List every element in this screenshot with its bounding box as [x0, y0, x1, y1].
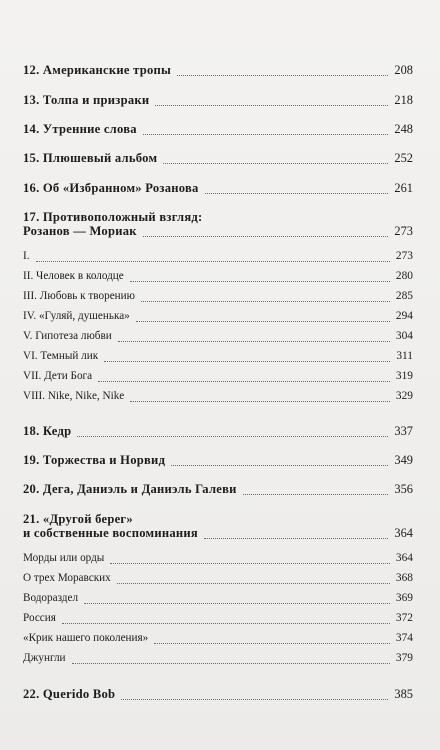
toc-entry-title: 13. Толпа и призраки: [23, 93, 150, 107]
dot-leader: [171, 465, 388, 466]
dot-leader: [104, 361, 390, 362]
dot-leader: [141, 301, 390, 302]
toc-entry: [0, 62, 440, 80]
toc-entry-title: 20. Дега, Даниэль и Даниэль Галеви: [23, 482, 237, 496]
toc-entry-page-number: 337: [394, 424, 413, 438]
dot-leader: [118, 341, 390, 342]
toc-entry-page-number: 311: [396, 350, 413, 362]
dot-leader: [204, 538, 388, 539]
toc-entry-title: 21. «Другой берег»: [23, 512, 133, 526]
toc-entry-title: IV. «Гуляй, душенька»: [23, 310, 130, 322]
toc-entry: [0, 150, 440, 168]
toc-entry-title: 12. Американские тропы: [23, 63, 172, 77]
toc-entry-title: 16. Об «Избранном» Розанова: [23, 181, 199, 195]
toc-entry-page-number: 374: [395, 632, 413, 644]
dot-leader: [62, 623, 390, 624]
toc-entry: [0, 180, 440, 198]
toc-entry-page-number: 252: [394, 151, 413, 165]
dot-leader: [130, 281, 390, 282]
toc-entry: [0, 328, 440, 346]
toc-entry-title: «Крик нашего поколения»: [23, 632, 149, 644]
toc-entry: [0, 525, 440, 543]
toc-entry-page-number: 285: [395, 290, 413, 302]
toc-entry: [0, 348, 440, 366]
toc-entry-title: и собственные воспоминания: [23, 526, 198, 540]
toc-entry-page-number: 385: [394, 687, 413, 701]
toc-entry-title: Морды или орды: [23, 552, 105, 564]
toc-entry-page-number: 273: [395, 250, 413, 262]
toc-entry-title: Россия: [23, 612, 56, 624]
toc-entry: [0, 121, 440, 139]
toc-entry-title: VI. Темный лик: [23, 350, 99, 362]
dot-leader: [72, 663, 390, 664]
toc-entry: [0, 223, 440, 241]
toc-entry-page-number: 261: [394, 181, 413, 195]
dot-leader: [154, 643, 390, 644]
toc-entry-title: 18. Кедр: [23, 424, 72, 438]
dot-leader: [121, 699, 388, 700]
dot-leader: [143, 134, 388, 135]
toc-entry-title: III. Любовь к творению: [23, 290, 135, 302]
toc-entry-title: Розанов — Мориак: [23, 224, 137, 238]
toc-entry: [0, 423, 440, 441]
dot-leader: [84, 603, 390, 604]
toc-entry-page-number: 319: [395, 370, 413, 382]
toc-entry-page-number: 364: [395, 552, 413, 564]
dot-leader: [130, 401, 390, 402]
dot-leader: [136, 321, 390, 322]
dot-leader: [36, 261, 390, 262]
toc-entry-title: Джунгли: [23, 652, 66, 664]
toc-entry-page-number: 349: [394, 453, 413, 467]
toc-entry: [0, 610, 440, 628]
toc-entry-title: I.: [23, 250, 30, 262]
toc-entry: [0, 550, 440, 568]
toc-entry-page-number: 294: [395, 310, 413, 322]
toc-entry: [0, 92, 440, 110]
toc-entry-page-number: 379: [395, 652, 413, 664]
toc-entry-title: V. Гипотеза любви: [23, 330, 112, 342]
toc-entry-page-number: 273: [394, 224, 413, 238]
toc-entry-page-number: 364: [394, 526, 413, 540]
toc-entry-page-number: 369: [395, 592, 413, 604]
toc-entry-title: 17. Противоположный взгляд:: [23, 210, 203, 224]
toc-entry: [0, 288, 440, 306]
dot-leader: [98, 381, 390, 382]
toc-entry-title: 14. Утренние слова: [23, 122, 137, 136]
toc-entry-page-number: 356: [394, 482, 413, 496]
toc-entry-title: 15. Плюшевый альбом: [23, 151, 158, 165]
dot-leader: [177, 75, 388, 76]
toc-entry: [0, 388, 440, 406]
toc-entry-page-number: 218: [394, 93, 413, 107]
toc-entry-page-number: 372: [395, 612, 413, 624]
toc-entry: [0, 248, 440, 266]
toc-entry: [0, 368, 440, 386]
dot-leader: [205, 193, 388, 194]
toc-entry-title: 22. Querido Bob: [23, 687, 116, 701]
toc-entry-page-number: 248: [394, 122, 413, 136]
toc-entry-title: VII. Дети Бога: [23, 370, 93, 382]
toc-entry-title: О трех Моравских: [23, 572, 111, 584]
dot-leader: [143, 236, 388, 237]
toc-entry: [0, 630, 440, 648]
toc-entry-title: II. Человек в колодце: [23, 270, 124, 282]
toc-entry: [0, 268, 440, 286]
dot-leader: [117, 583, 390, 584]
toc-entry-page-number: 280: [395, 270, 413, 282]
toc-entry: [0, 452, 440, 470]
toc-entry-page-number: 368: [395, 572, 413, 584]
dot-leader: [243, 494, 388, 495]
dot-leader: [163, 163, 388, 164]
toc-entry-page-number: 304: [395, 330, 413, 342]
toc-entry-title: Водораздел: [23, 592, 79, 604]
dot-leader: [110, 563, 390, 564]
toc-entry: [0, 570, 440, 588]
toc-entry-title: 19. Торжества и Норвид: [23, 453, 166, 467]
toc-entry: [0, 590, 440, 608]
toc-entry-page-number: 208: [394, 63, 413, 77]
toc-entry-page-number: 329: [395, 390, 413, 402]
toc-entry: [0, 481, 440, 499]
toc-entry: [0, 686, 440, 704]
toc-entry: [0, 650, 440, 668]
toc-entry: [0, 308, 440, 326]
toc-entry-title: VIII. Nike, Nike, Nike: [23, 390, 125, 402]
dot-leader: [155, 105, 388, 106]
dot-leader: [77, 436, 388, 437]
